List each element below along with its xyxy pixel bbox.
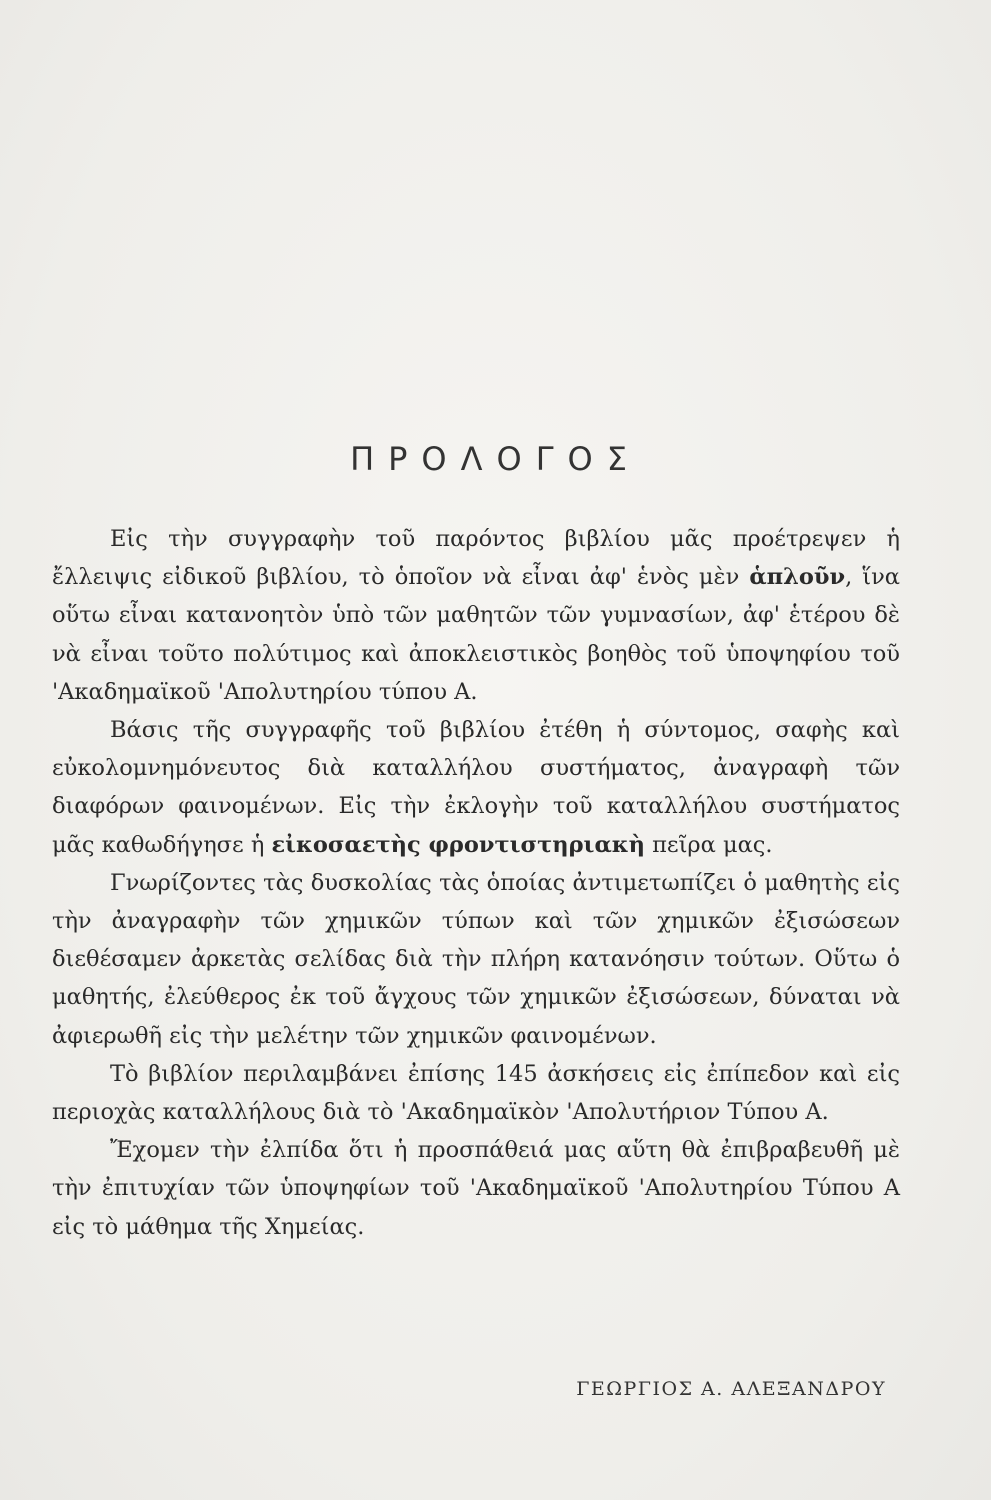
paragraph-1-text-a: Εἰς τὴν συγγραφὴν τοῦ παρόντος βιβλίου μᾶς προέτρεψεν ἡ ἔλλειψις εἰδικοῦ βιβλίου, τὸ ὁποῖον νὰ εἶναι ἀφ' ἑνὸς μὲν <box>52 526 900 591</box>
page-title: ΠΡΟΛΟΓΟΣ <box>350 440 641 478</box>
paragraph-4: Τὸ βιβλίον περιλαμβάνει ἐπίσης 145 ἀσκήσεις εἰς ἐπίπεδον καὶ εἰς περιοχὰς καταλλήλους διὰ τὸ 'Ακαδημαϊκὸν 'Απολυτήριον Τύπου Α. <box>52 1060 900 1126</box>
author-signature: ΓΕΩΡΓΙΟΣ Α. ΑΛΕΞΑΝΔΡΟΥ <box>576 1378 886 1400</box>
paragraph-2-text-a: Βάσις τῆς συγγραφῆς τοῦ βιβλίου ἐτέθη ἡ σύντομος, σαφὴς καὶ εὐκολομνημόνευτος διὰ καταλλήλου συστήματος, ἀναγραφὴ τῶν διαφόρων φαινομένων. Εἰς τὴν ἐκλογὴν τοῦ καταλλήλου συστήματος μᾶς καθωδήγησε ἡ <box>52 717 900 858</box>
paragraph-2-emphasis: εἰκοσαετὴς φροντιστηριακὴ <box>271 831 645 858</box>
paragraph-1-text-b: , ἵνα οὕτω εἶναι κατανοητὸν ὑπὸ τῶν μαθητῶν τῶν γυμνασίων, ἀφ' ἑτέρου δὲ νὰ εἶναι τοῦτο πολύτιμος καὶ ἀποκλειστικὸς βοηθὸς τοῦ ὑποψηφίου τοῦ 'Ακαδημαϊκοῦ 'Απολυτηρίου τύπου Α. <box>52 564 900 705</box>
paragraph-1-emphasis: ἁπλοῦν <box>749 564 846 591</box>
preface-body <box>52 520 900 1246</box>
paragraph-1 <box>52 520 900 711</box>
paragraph-3: Γνωρίζοντες τὰς δυσκολίας τὰς ὁποίας ἀντιμετωπίζει ὁ μαθητὴς εἰς τὴν ἀναγραφὴν τῶν χημικῶν τύπων καὶ τῶν χημικῶν ἐξισώσεων διεθέσαμεν ἀρκετὰς σελίδας διὰ τὴν πλήρη κατανόησιν τούτων. Οὕτω ὁ μαθητής, ἐλεύθερος ἐκ τοῦ ἄγχους τῶν χημικῶν ἐξισώσεων, δύναται νὰ ἀφιερωθῆ εἰς τὴν μελέτην τῶν χημικῶν φαινομένων. <box>52 869 900 1049</box>
paragraph-2-text-b: πεῖρα μας. <box>644 831 773 858</box>
paragraph-2 <box>52 711 900 864</box>
paragraph-5: Ἔχομεν τὴν ἐλπίδα ὅτι ἡ προσπάθειά μας αὕτη θὰ ἐπιβραβευθῆ μὲ τὴν ἐπιτυχίαν τῶν ὑποψηφίων τοῦ 'Ακαδημαϊκοῦ 'Απολυτηρίου Τύπου Α εἰς τὸ μάθημα τῆς Χημείας. <box>52 1137 900 1240</box>
